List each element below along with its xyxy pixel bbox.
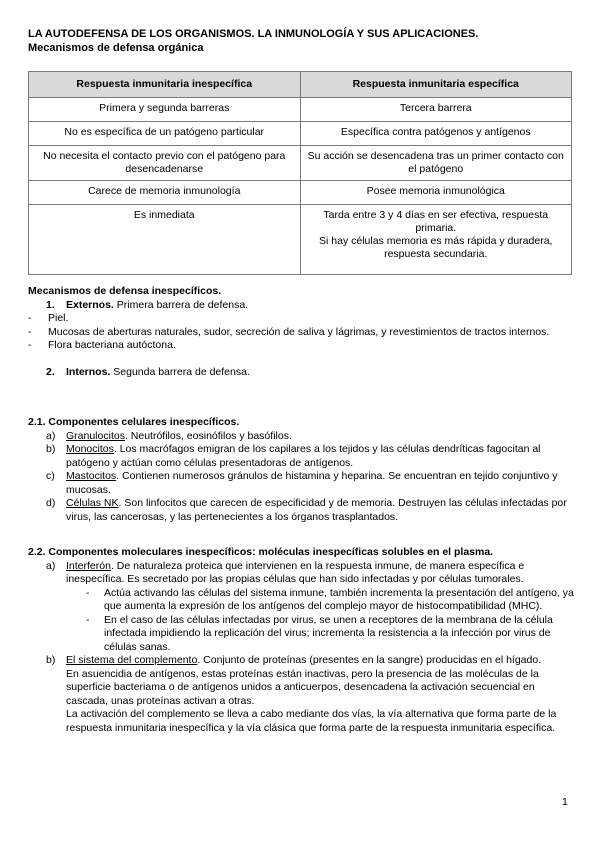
- table-row: [29, 181, 572, 205]
- list-item: [46, 654, 574, 735]
- list-text: Primera barrera de defensa.: [113, 298, 249, 311]
- table-cell: Primera y segunda barreras: [29, 98, 301, 122]
- celulares-section: [28, 416, 574, 524]
- table-cell-line: Tarda entre 3 y 4 días en ser efectiva, respuesta primaria.: [323, 209, 549, 234]
- list-text: . Contienen numerosos gránulos de histamina y heparina. Se encuentran en tejido conjuntivo y mucosas.: [66, 470, 558, 496]
- term: Interferón: [66, 559, 111, 572]
- list-text: . Conjunto de proteínas (presentes en la sangre) producidas en el hígado.: [197, 654, 542, 666]
- list-text: . Son linfocitos que carecen de especificidad y de memoria. Destruyen las células infectadas por virus, las cancerosas, y las pertenecientes a los órganos trasplantados.: [66, 497, 567, 523]
- bullet-item: [28, 339, 574, 353]
- section-heading: Mecanismos de defensa inespecíficos.: [28, 285, 222, 297]
- table-row: [29, 205, 572, 275]
- section-heading: 2.1. Componentes celulares inespecíficos.: [28, 416, 240, 428]
- table-cell: Tercera barrera: [300, 98, 572, 122]
- table-cell: Posee memoria inmunológica: [300, 181, 572, 205]
- term: Monocitos: [66, 443, 114, 455]
- table-row: [29, 146, 572, 181]
- list-item: [46, 366, 574, 380]
- list-letter: a): [46, 429, 56, 442]
- term: El sistema del complemento: [66, 654, 198, 666]
- bullet-item: [28, 312, 574, 326]
- list-item: [46, 299, 574, 313]
- list-item: [46, 560, 574, 587]
- document-subtitle: Mecanismos de defensa orgánica: [28, 42, 204, 54]
- list-letter: a): [46, 559, 56, 572]
- list-text: . Los macrófagos emigran de los capilares a los tejidos y las células dendríticas fagocitan al patógeno y actúan como células presentadoras de antígenos.: [66, 443, 541, 469]
- dash-marker: -: [28, 325, 32, 338]
- bullet-text: Piel.: [48, 312, 69, 324]
- header-inespecifica: Respuesta inmunitaria inespecífica: [29, 72, 301, 98]
- header-especifica: Respuesta inmunitaria específica: [300, 72, 572, 98]
- list-item: [46, 430, 574, 444]
- table-cell: Es inmediata: [29, 205, 301, 275]
- dash-marker: -: [86, 586, 90, 599]
- table-header-row: [29, 72, 572, 98]
- list-label: Internos.: [66, 365, 111, 378]
- moleculares-section: [28, 546, 574, 735]
- list-number: 1.: [46, 298, 55, 311]
- table-cell: [300, 205, 572, 275]
- table-cell-line: Si hay células memoria es más rápida y duradera, respuesta secundaria.: [319, 235, 553, 260]
- comparison-table: [28, 71, 572, 275]
- bullet-text: En el caso de las células infectadas por virus, se unen a receptores de la membrana de la célula infectada impidiendo la replicación del virus; incrementa la resistencia a la infección por virus de células sanas.: [104, 613, 553, 653]
- inespecificos-section: [28, 285, 574, 379]
- list-label: Externos.: [66, 298, 114, 311]
- bullet-text: Mucosas de aberturas naturales, sudor, secreción de saliva y lágrimas, y revestimientos de tractos internos.: [48, 325, 550, 338]
- table-cell: Carece de memoria inmunología: [29, 181, 301, 205]
- dash-marker: -: [28, 312, 32, 324]
- page-number: 1: [562, 796, 568, 808]
- term: Células NK: [66, 497, 119, 509]
- list-item: [46, 470, 574, 497]
- sub-bullet-item: [86, 614, 574, 655]
- list-letter: b): [46, 443, 56, 455]
- dash-marker: -: [86, 613, 90, 626]
- paragraph: La activación del complemento se lleva a cabo mediante dos vías, la vía alternativa que forma parte de la respuesta inmunitaria inespecífica y la vía clásica que forma parte de la respuesta inmunitaria específica.: [66, 708, 557, 734]
- term: Granulocitos: [66, 429, 125, 442]
- list-letter: b): [46, 654, 56, 666]
- list-letter: d): [46, 497, 56, 509]
- section-heading: 2.2. Componentes moleculares inespecíficos: moléculas inespecíficas solubles en el plasma.: [28, 546, 494, 558]
- bullet-text: Actúa activando las células del sistema inmune, también incrementa la presentación del antígeno, ya que aumenta la expresión de los antígenos del complejo mayor de histocompatibilidad (MHC).: [104, 586, 574, 612]
- list-letter: c): [46, 470, 55, 482]
- list-item: [46, 443, 574, 470]
- list-item: [46, 497, 574, 524]
- list-text: . De naturaleza proteica que intervienen en la respuesta inmune, de manera específica e inespecífica. Es secretado por las propias células que han sido infectadas y por células tumorales.: [66, 559, 525, 585]
- list-text: Segunda barrera de defensa.: [110, 365, 250, 378]
- bullet-item: [28, 326, 574, 340]
- list-number: 2.: [46, 365, 55, 378]
- table-row: [29, 122, 572, 146]
- list-text: . Neutrófilos, eosinófilos y basófilos.: [124, 429, 292, 442]
- term: Mastocitos: [66, 470, 117, 482]
- table-cell: No es específica de un patógeno particular: [29, 122, 301, 146]
- sub-bullet-item: [86, 587, 574, 614]
- table-cell: No necesita el contacto previo con el patógeno para desencadenarse: [29, 146, 301, 181]
- paragraph: En asuencidia de antígenos, estas proteínas están inactivas, pero la presencia de las moléculas de la superficie bacteriama o de antígenos unidos a anticuerpos, desencadena la activación secuencial en cascada, unas proteínas activan a otras.: [66, 667, 539, 707]
- dash-marker: -: [28, 339, 32, 351]
- bullet-text: Flora bacteriana autóctona.: [48, 339, 176, 351]
- table-cell: Su acción se desencadena tras un primer contacto con el patógeno: [300, 146, 572, 181]
- document-title: LA AUTODEFENSA DE LOS ORGANISMOS. LA INMUNOLOGÍA Y SUS APLICACIONES.: [28, 28, 479, 40]
- table-row: [29, 98, 572, 122]
- table-cell: Específica contra patógenos y antígenos: [300, 122, 572, 146]
